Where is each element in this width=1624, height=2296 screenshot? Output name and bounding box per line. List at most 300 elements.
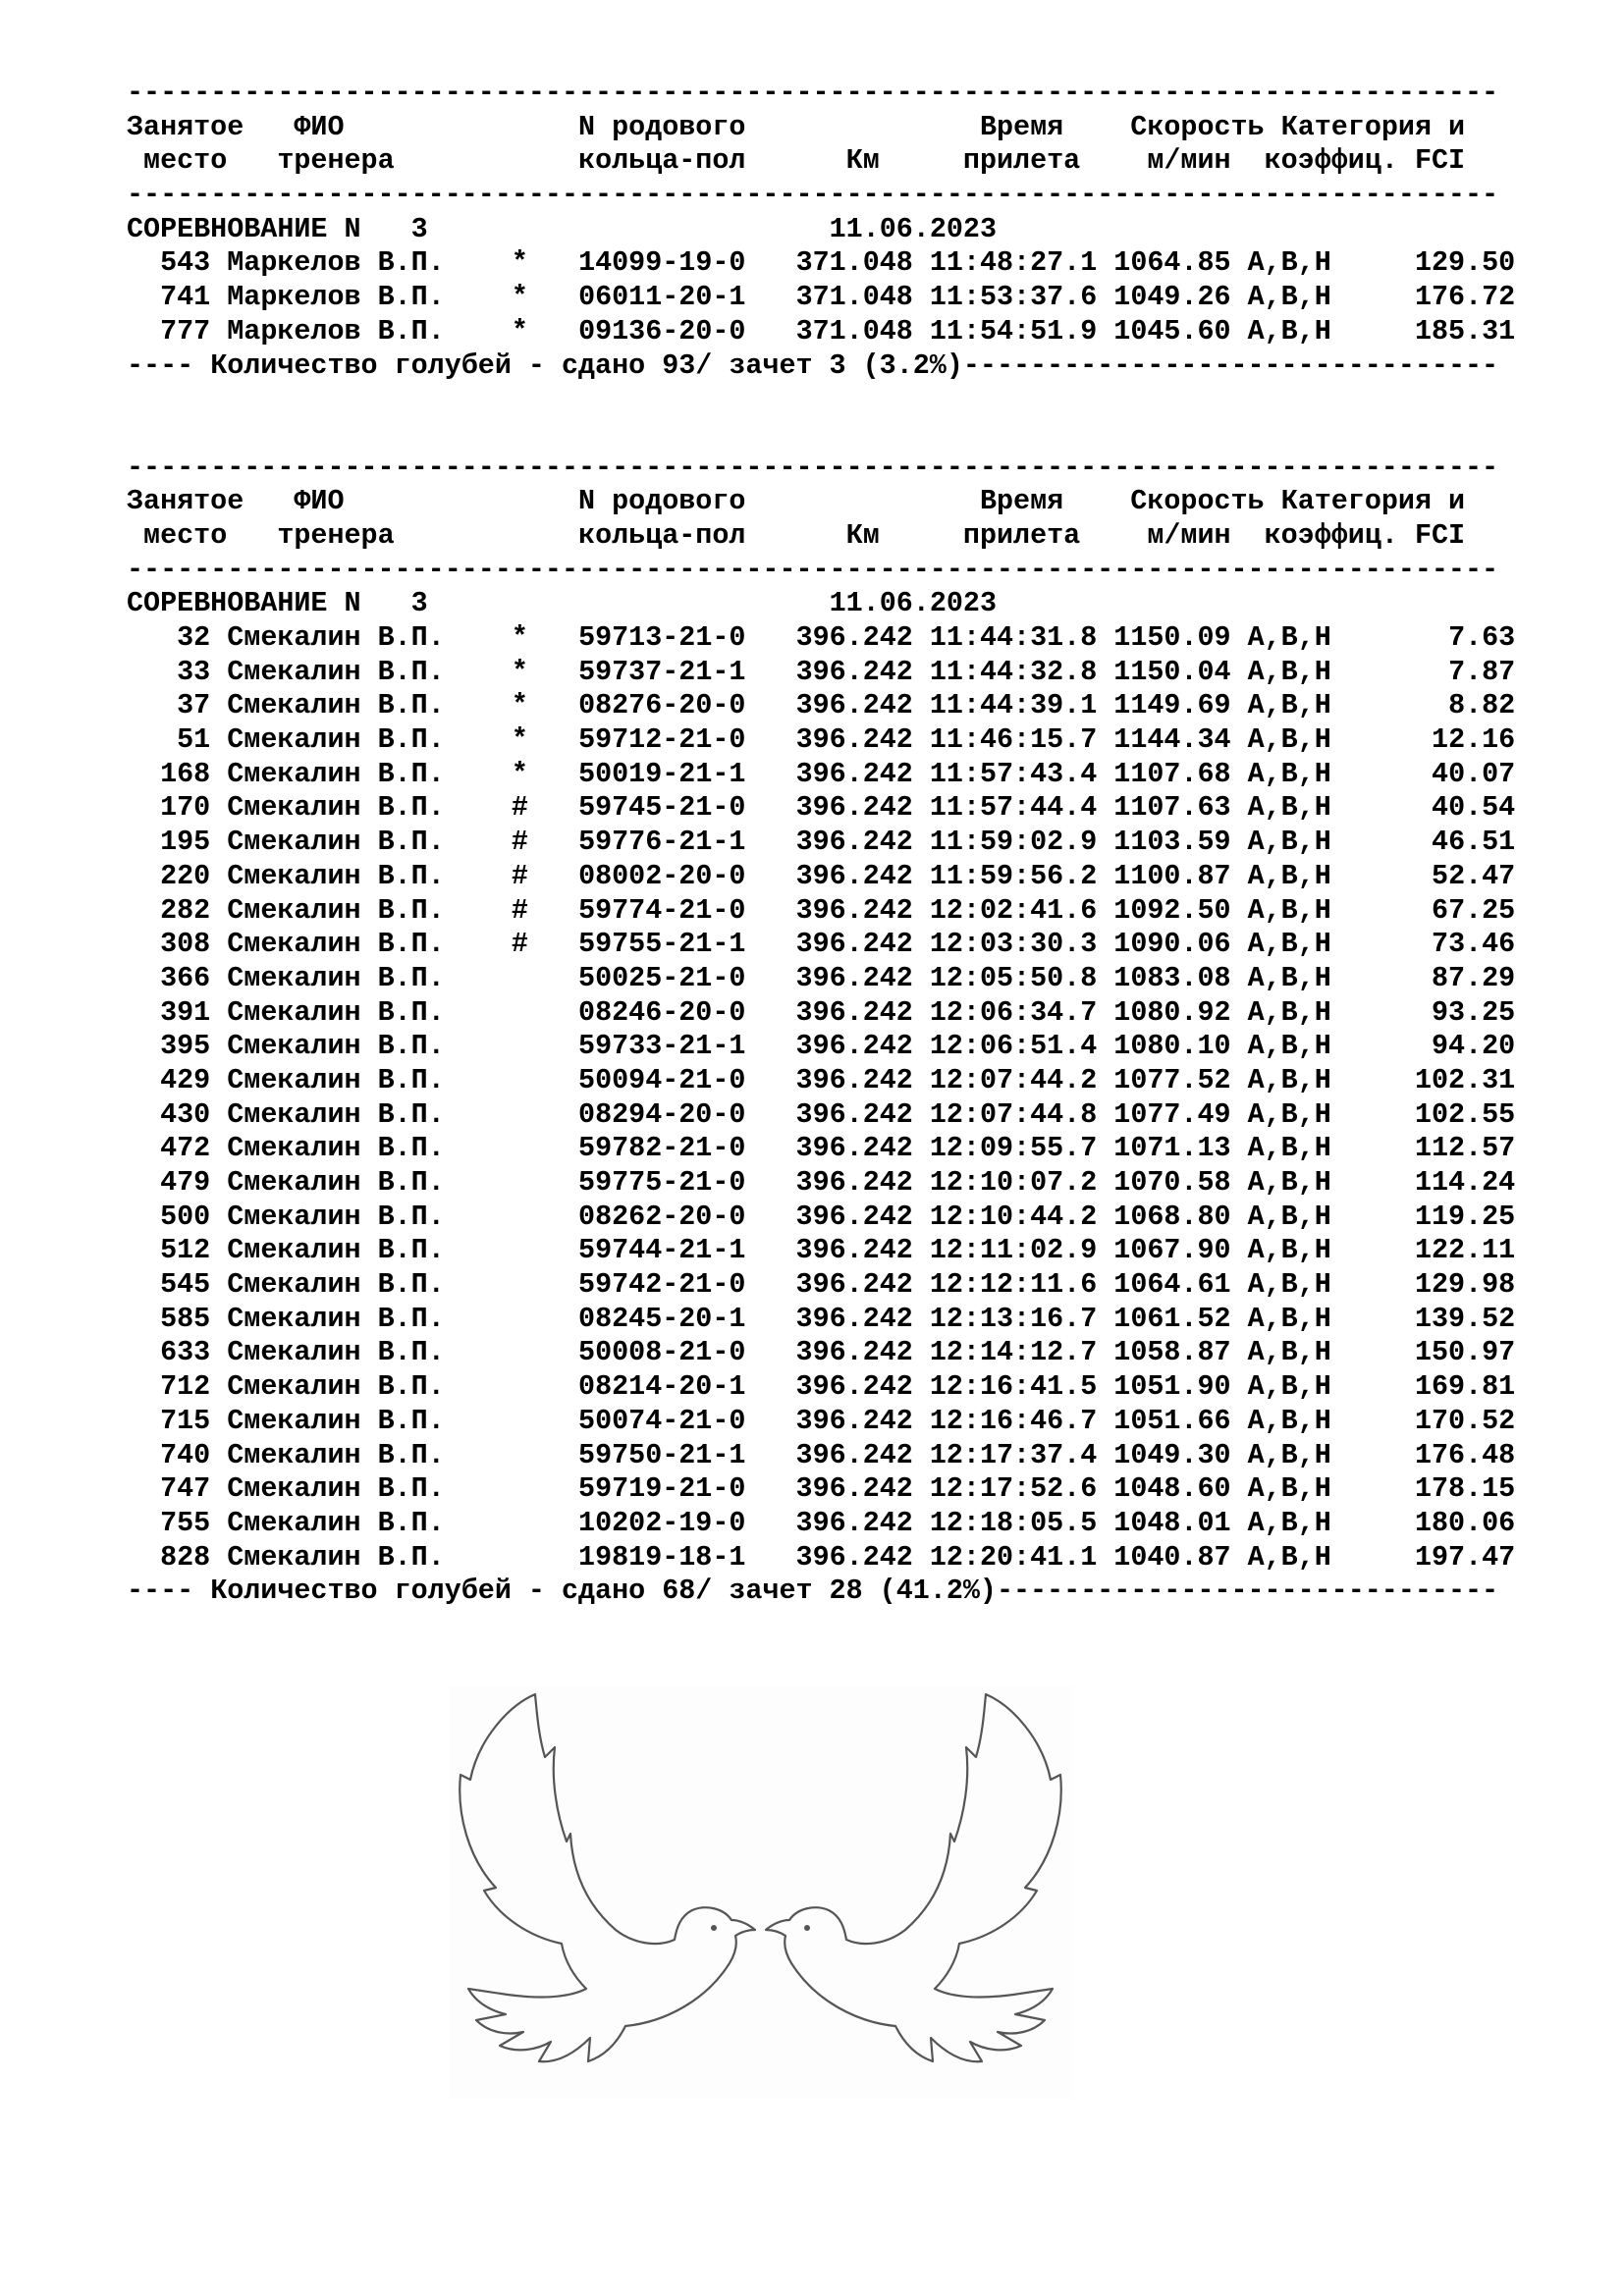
col-speed-header-2: м/мин: [1147, 144, 1231, 178]
col-time-header: Время: [979, 110, 1064, 143]
ring-cell: 59713-21-0: [578, 621, 746, 654]
name-cell: Смекалин В.П.: [227, 1234, 445, 1267]
col-time-header-2: прилета: [962, 144, 1081, 178]
category-cell: A,B,H: [1247, 1370, 1331, 1404]
speed-cell: 1064.61: [1113, 1268, 1231, 1302]
fci-cell: 129.50: [1414, 246, 1516, 280]
fci-cell: 8.82: [1448, 689, 1516, 722]
name-cell: Смекалин В.П.: [227, 1404, 445, 1437]
header-row-1: [127, 485, 1515, 519]
category-cell: A,B,H: [1247, 893, 1331, 927]
km-cell: 396.242: [795, 1438, 913, 1471]
col-cat-header-2: коэффиц.: [1264, 518, 1398, 552]
category-cell: A,B,H: [1247, 1200, 1331, 1233]
ring-cell: 59776-21-1: [578, 826, 746, 859]
speed-cell: 1064.85: [1113, 246, 1231, 280]
time-cell: 11:57:44.4: [929, 791, 1098, 825]
mark-cell: #: [511, 859, 528, 892]
name-cell: Маркелов В.П.: [227, 314, 445, 347]
place-cell: 37: [177, 689, 211, 722]
time-cell: 11:53:37.6: [929, 281, 1098, 314]
ring-cell: 08294-20-0: [578, 1097, 746, 1131]
competition-label: СОРЕВНОВАНИЕ N: [127, 212, 361, 245]
speed-cell: 1068.80: [1113, 1200, 1231, 1233]
col-place-header-2: место: [143, 518, 228, 552]
km-cell: 396.242: [795, 826, 913, 859]
place-cell: 391: [160, 995, 211, 1029]
speed-cell: 1107.63: [1113, 791, 1231, 825]
time-cell: 12:03:30.3: [929, 928, 1098, 961]
mark-cell: *: [511, 757, 528, 790]
ring-cell: 06011-20-1: [578, 281, 746, 314]
name-cell: Смекалин В.П.: [227, 621, 445, 654]
category-cell: A,B,H: [1247, 281, 1331, 314]
category-cell: A,B,H: [1247, 1472, 1331, 1506]
ring-cell: 08002-20-0: [578, 859, 746, 892]
place-cell: 195: [160, 826, 211, 859]
summary-text: Количество голубей - сдано 68/ зачет 28 (41.2%): [210, 1575, 997, 1608]
fci-cell: 102.31: [1414, 1063, 1516, 1096]
fci-cell: 7.87: [1448, 655, 1516, 688]
category-cell: A,B,H: [1247, 1030, 1331, 1063]
fci-cell: 150.97: [1414, 1336, 1516, 1369]
ring-cell: 59782-21-0: [578, 1132, 746, 1165]
table-row: [127, 1303, 1515, 1337]
km-cell: 396.242: [795, 1540, 913, 1574]
speed-cell: 1150.04: [1113, 655, 1231, 688]
fci-cell: 178.15: [1414, 1472, 1516, 1506]
table-row: [127, 1541, 1515, 1575]
ring-cell: 59775-21-0: [578, 1166, 746, 1199]
time-cell: 12:14:12.7: [929, 1336, 1098, 1369]
km-cell: 396.242: [795, 995, 913, 1029]
km-cell: 371.048: [795, 281, 913, 314]
time-cell: 12:12:11.6: [929, 1268, 1098, 1302]
mark-cell: *: [511, 655, 528, 688]
place-cell: 543: [160, 246, 211, 280]
place-cell: 282: [160, 893, 211, 927]
ring-cell: 50025-21-0: [578, 961, 746, 994]
km-cell: 396.242: [795, 621, 913, 654]
km-cell: 396.242: [795, 1030, 913, 1063]
time-cell: 12:07:44.8: [929, 1097, 1098, 1131]
col-name-header-2: тренера: [277, 144, 395, 178]
place-cell: 366: [160, 961, 211, 994]
two-doves-icon: [449, 1686, 1072, 2099]
table-row: [127, 315, 1515, 349]
header-rule-top: ----------------------------------------------------------------------------------: [127, 77, 1499, 109]
time-cell: 11:57:43.4: [929, 757, 1098, 790]
speed-cell: 1080.10: [1113, 1030, 1231, 1063]
ring-cell: 08245-20-1: [578, 1302, 746, 1335]
km-cell: 396.242: [795, 1404, 913, 1437]
table-row: [127, 1507, 1515, 1541]
competition-number: 3: [410, 212, 428, 245]
ring-cell: 59712-21-0: [578, 723, 746, 757]
table-row: [127, 1439, 1515, 1473]
fci-cell: 102.55: [1414, 1097, 1516, 1131]
category-cell: A,B,H: [1247, 1268, 1331, 1302]
mark-cell: *: [511, 314, 528, 347]
time-cell: 12:16:46.7: [929, 1404, 1098, 1437]
time-cell: 12:05:50.8: [929, 961, 1098, 994]
col-place-header: Занятое: [127, 110, 244, 143]
name-cell: Смекалин В.П.: [227, 1302, 445, 1335]
fci-cell: 7.63: [1448, 621, 1516, 654]
time-cell: 12:10:44.2: [929, 1200, 1098, 1233]
col-ring-header: N родового: [578, 485, 746, 518]
fci-cell: 176.48: [1414, 1438, 1516, 1471]
table-row: [127, 689, 1515, 723]
category-cell: A,B,H: [1247, 859, 1331, 892]
table-row: [127, 1098, 1515, 1133]
fci-cell: 87.29: [1432, 961, 1516, 994]
table-row: [127, 246, 1515, 281]
km-cell: 396.242: [795, 928, 913, 961]
mark-cell: *: [511, 723, 528, 757]
ring-cell: 59733-21-1: [578, 1030, 746, 1063]
time-cell: 12:09:55.7: [929, 1132, 1098, 1165]
place-cell: 828: [160, 1540, 211, 1574]
speed-cell: 1092.50: [1113, 893, 1231, 927]
place-cell: 585: [160, 1302, 211, 1335]
name-cell: Смекалин В.П.: [227, 928, 445, 961]
place-cell: 755: [160, 1506, 211, 1539]
ring-cell: 10202-19-0: [578, 1506, 746, 1539]
time-cell: 12:07:44.2: [929, 1063, 1098, 1096]
place-cell: 712: [160, 1370, 211, 1404]
col-place-header: Занятое: [127, 485, 244, 518]
ring-cell: 59755-21-1: [578, 928, 746, 961]
fci-cell: 46.51: [1432, 826, 1516, 859]
place-cell: 777: [160, 314, 211, 347]
fci-cell: 67.25: [1432, 893, 1516, 927]
speed-cell: 1103.59: [1113, 826, 1231, 859]
category-cell: A,B,H: [1247, 757, 1331, 790]
table-row: [127, 928, 1515, 962]
name-cell: Смекалин В.П.: [227, 859, 445, 892]
ring-cell: 19819-18-1: [578, 1540, 746, 1574]
speed-cell: 1080.92: [1113, 995, 1231, 1029]
name-cell: Смекалин В.П.: [227, 1540, 445, 1574]
table-row: [127, 1201, 1515, 1235]
competition-date: 11.06.2023: [829, 587, 997, 620]
col-speed-header-2: м/мин: [1147, 518, 1231, 552]
km-cell: 396.242: [795, 1234, 913, 1267]
place-cell: 33: [177, 655, 211, 688]
name-cell: Смекалин В.П.: [227, 1336, 445, 1369]
km-cell: 396.242: [795, 893, 913, 927]
fci-cell: 129.98: [1414, 1268, 1516, 1302]
category-cell: A,B,H: [1247, 1097, 1331, 1131]
col-km-header: Км: [845, 144, 880, 178]
place-cell: 430: [160, 1097, 211, 1131]
table-row: [127, 1166, 1515, 1201]
category-cell: A,B,H: [1247, 1404, 1331, 1437]
table-row: [127, 758, 1515, 792]
name-cell: Смекалин В.П.: [227, 1166, 445, 1199]
mark-cell: #: [511, 826, 528, 859]
category-cell: A,B,H: [1247, 1132, 1331, 1165]
col-ring-header-2: кольца-пол: [578, 144, 746, 178]
place-cell: 472: [160, 1132, 211, 1165]
time-cell: 11:59:02.9: [929, 826, 1098, 859]
speed-cell: 1144.34: [1113, 723, 1231, 757]
time-cell: 11:44:31.8: [929, 621, 1098, 654]
table-row: [127, 860, 1515, 894]
time-cell: 12:18:05.5: [929, 1506, 1098, 1539]
place-cell: 715: [160, 1404, 211, 1437]
place-cell: 740: [160, 1438, 211, 1471]
table-row: [127, 894, 1515, 929]
km-cell: 396.242: [795, 1506, 913, 1539]
col-ring-header: N родового: [578, 110, 746, 143]
table-row: [127, 1132, 1515, 1166]
place-cell: 741: [160, 281, 211, 314]
km-cell: 396.242: [795, 1200, 913, 1233]
speed-cell: 1049.26: [1113, 281, 1231, 314]
fci-cell: 52.47: [1432, 859, 1516, 892]
category-cell: A,B,H: [1247, 723, 1331, 757]
name-cell: Смекалин В.П.: [227, 1132, 445, 1165]
col-fci-header: FCI: [1414, 144, 1466, 178]
col-fci-header: FCI: [1414, 518, 1466, 552]
km-cell: 371.048: [795, 314, 913, 347]
ring-cell: 08276-20-0: [578, 689, 746, 722]
competition-title: [127, 213, 1515, 247]
ring-cell: 14099-19-0: [578, 246, 746, 280]
table-row: [127, 826, 1515, 860]
category-cell: A,B,H: [1247, 1540, 1331, 1574]
col-speed-header: Скорость: [1130, 485, 1265, 518]
name-cell: Смекалин В.П.: [227, 1097, 445, 1131]
name-cell: Смекалин В.П.: [227, 655, 445, 688]
fci-cell: 169.81: [1414, 1370, 1516, 1404]
time-cell: 12:13:16.7: [929, 1302, 1098, 1335]
time-cell: 12:06:34.7: [929, 995, 1098, 1029]
km-cell: 396.242: [795, 1472, 913, 1506]
mark-cell: #: [511, 791, 528, 825]
speed-cell: 1077.52: [1113, 1063, 1231, 1096]
km-cell: 396.242: [795, 1336, 913, 1369]
col-speed-header: Скорость: [1130, 110, 1265, 143]
table-row: [127, 1405, 1515, 1439]
km-cell: 396.242: [795, 655, 913, 688]
ring-cell: 59750-21-1: [578, 1438, 746, 1471]
col-name-header-2: тренера: [277, 518, 395, 552]
name-cell: Смекалин В.П.: [227, 1438, 445, 1471]
ring-cell: 09136-20-0: [578, 314, 746, 347]
place-cell: 429: [160, 1063, 211, 1096]
category-cell: A,B,H: [1247, 1063, 1331, 1096]
category-cell: A,B,H: [1247, 826, 1331, 859]
category-cell: A,B,H: [1247, 791, 1331, 825]
header-row-2: [127, 144, 1515, 179]
name-cell: Маркелов В.П.: [227, 281, 445, 314]
table-row: [127, 1370, 1515, 1405]
category-cell: A,B,H: [1247, 1302, 1331, 1335]
header-row-2: [127, 519, 1515, 554]
table-row: [127, 1064, 1515, 1098]
fci-cell: 112.57: [1414, 1132, 1516, 1165]
table-row: [127, 996, 1515, 1031]
place-cell: 512: [160, 1234, 211, 1267]
ring-cell: 59737-21-1: [578, 655, 746, 688]
place-cell: 747: [160, 1472, 211, 1506]
speed-cell: 1051.66: [1113, 1404, 1231, 1437]
header-row-1: [127, 111, 1515, 145]
speed-cell: 1077.49: [1113, 1097, 1231, 1131]
ring-cell: 08262-20-0: [578, 1200, 746, 1233]
fci-cell: 176.72: [1414, 281, 1516, 314]
place-cell: 32: [177, 621, 211, 654]
km-cell: 396.242: [795, 689, 913, 722]
speed-cell: 1061.52: [1113, 1302, 1231, 1335]
speed-cell: 1107.68: [1113, 757, 1231, 790]
category-cell: A,B,H: [1247, 1234, 1331, 1267]
time-cell: 12:02:41.6: [929, 893, 1098, 927]
name-cell: Смекалин В.П.: [227, 1370, 445, 1404]
col-cat-header: Категория и: [1280, 485, 1466, 518]
name-cell: Смекалин В.П.: [227, 1472, 445, 1506]
category-cell: A,B,H: [1247, 1166, 1331, 1199]
place-cell: 220: [160, 859, 211, 892]
fci-cell: 40.07: [1432, 757, 1516, 790]
category-cell: A,B,H: [1247, 995, 1331, 1029]
speed-cell: 1049.30: [1113, 1438, 1231, 1471]
time-cell: 11:44:32.8: [929, 655, 1098, 688]
category-cell: A,B,H: [1247, 655, 1331, 688]
km-cell: 396.242: [795, 1370, 913, 1404]
time-cell: 12:20:41.1: [929, 1540, 1098, 1574]
speed-cell: 1040.87: [1113, 1540, 1231, 1574]
km-cell: 396.242: [795, 859, 913, 892]
ring-cell: 59719-21-0: [578, 1472, 746, 1506]
km-cell: 396.242: [795, 1097, 913, 1131]
name-cell: Смекалин В.П.: [227, 893, 445, 927]
place-cell: 479: [160, 1166, 211, 1199]
speed-cell: 1100.87: [1113, 859, 1231, 892]
results-document: [127, 77, 1515, 1609]
table-row: [127, 723, 1515, 758]
table-row: [127, 791, 1515, 826]
fci-cell: 197.47: [1414, 1540, 1516, 1574]
ring-cell: 50019-21-1: [578, 757, 746, 790]
speed-cell: 1045.60: [1113, 314, 1231, 347]
speed-cell: 1048.60: [1113, 1472, 1231, 1506]
fci-cell: 170.52: [1414, 1404, 1516, 1437]
place-cell: 395: [160, 1030, 211, 1063]
competition-number: 3: [410, 587, 428, 620]
category-cell: A,B,H: [1247, 1438, 1331, 1471]
speed-cell: 1071.13: [1113, 1132, 1231, 1165]
competition-label: СОРЕВНОВАНИЕ N: [127, 587, 361, 620]
header-rule-bottom: ----------------------------------------------------------------------------------: [127, 553, 1499, 586]
ring-cell: 59742-21-0: [578, 1268, 746, 1302]
name-cell: Смекалин В.П.: [227, 995, 445, 1029]
mark-cell: *: [511, 281, 528, 314]
mark-cell: #: [511, 928, 528, 961]
km-cell: 396.242: [795, 723, 913, 757]
col-cat-header-2: коэффиц.: [1264, 144, 1398, 178]
ring-cell: 08246-20-0: [578, 995, 746, 1029]
time-cell: 12:17:37.4: [929, 1438, 1098, 1471]
speed-cell: 1070.58: [1113, 1166, 1231, 1199]
mark-cell: #: [511, 893, 528, 927]
place-cell: 545: [160, 1268, 211, 1302]
category-cell: A,B,H: [1247, 621, 1331, 654]
summary-text: Количество голубей - сдано 93/ зачет 3 (3.2%): [210, 348, 963, 382]
left-dove-icon: [460, 1694, 755, 2061]
speed-cell: 1048.01: [1113, 1506, 1231, 1539]
speed-cell: 1150.09: [1113, 621, 1231, 654]
col-cat-header: Категория и: [1280, 110, 1466, 143]
name-cell: Смекалин В.П.: [227, 791, 445, 825]
right-dove-icon: [766, 1694, 1061, 2061]
km-cell: 396.242: [795, 1063, 913, 1096]
col-name-header: ФИО: [294, 110, 345, 143]
ring-cell: 50094-21-0: [578, 1063, 746, 1096]
summary-line: ---- Количество голубей - сдано 93/ зачет 3 (3.2%)--------------------------------: [127, 348, 1499, 382]
speed-cell: 1083.08: [1113, 961, 1231, 994]
km-cell: 396.242: [795, 1268, 913, 1302]
mark-cell: *: [511, 246, 528, 280]
time-cell: 11:44:39.1: [929, 689, 1098, 722]
speed-cell: 1149.69: [1113, 689, 1231, 722]
competition-date: 11.06.2023: [829, 212, 997, 245]
time-cell: 11:46:15.7: [929, 723, 1098, 757]
km-cell: 396.242: [795, 791, 913, 825]
table-row: [127, 1268, 1515, 1303]
ring-cell: 50074-21-0: [578, 1404, 746, 1437]
name-cell: Смекалин В.П.: [227, 1200, 445, 1233]
name-cell: Смекалин В.П.: [227, 689, 445, 722]
speed-cell: 1090.06: [1113, 928, 1231, 961]
table-row: [127, 1030, 1515, 1064]
col-ring-header-2: кольца-пол: [578, 518, 746, 552]
km-cell: 396.242: [795, 1132, 913, 1165]
table-row: [127, 1472, 1515, 1507]
summary-line: ---- Количество голубей - сдано 68/ зачет 28 (41.2%)------------------------------: [127, 1575, 1499, 1608]
fci-cell: 93.25: [1432, 995, 1516, 1029]
name-cell: Смекалин В.П.: [227, 757, 445, 790]
table-row: [127, 1336, 1515, 1370]
km-cell: 396.242: [795, 1302, 913, 1335]
col-km-header: Км: [845, 518, 880, 552]
time-cell: 11:59:56.2: [929, 859, 1098, 892]
km-cell: 371.048: [795, 246, 913, 280]
fci-cell: 94.20: [1432, 1030, 1516, 1063]
name-cell: Смекалин В.П.: [227, 1268, 445, 1302]
name-cell: Маркелов В.П.: [227, 246, 445, 280]
ring-cell: 59774-21-0: [578, 893, 746, 927]
header-rule-top: ----------------------------------------------------------------------------------: [127, 451, 1499, 484]
mark-cell: *: [511, 689, 528, 722]
category-cell: A,B,H: [1247, 1506, 1331, 1539]
time-cell: 12:17:52.6: [929, 1472, 1098, 1506]
header-rule-bottom: ----------------------------------------------------------------------------------: [127, 179, 1499, 212]
fci-cell: 40.54: [1432, 791, 1516, 825]
fci-cell: 180.06: [1414, 1506, 1516, 1539]
col-time-header: Время: [979, 485, 1064, 518]
category-cell: A,B,H: [1247, 689, 1331, 722]
col-name-header: ФИО: [294, 485, 345, 518]
category-cell: A,B,H: [1247, 928, 1331, 961]
fci-cell: 114.24: [1414, 1166, 1516, 1199]
category-cell: A,B,H: [1247, 314, 1331, 347]
name-cell: Смекалин В.П.: [227, 1030, 445, 1063]
place-cell: 633: [160, 1336, 211, 1369]
